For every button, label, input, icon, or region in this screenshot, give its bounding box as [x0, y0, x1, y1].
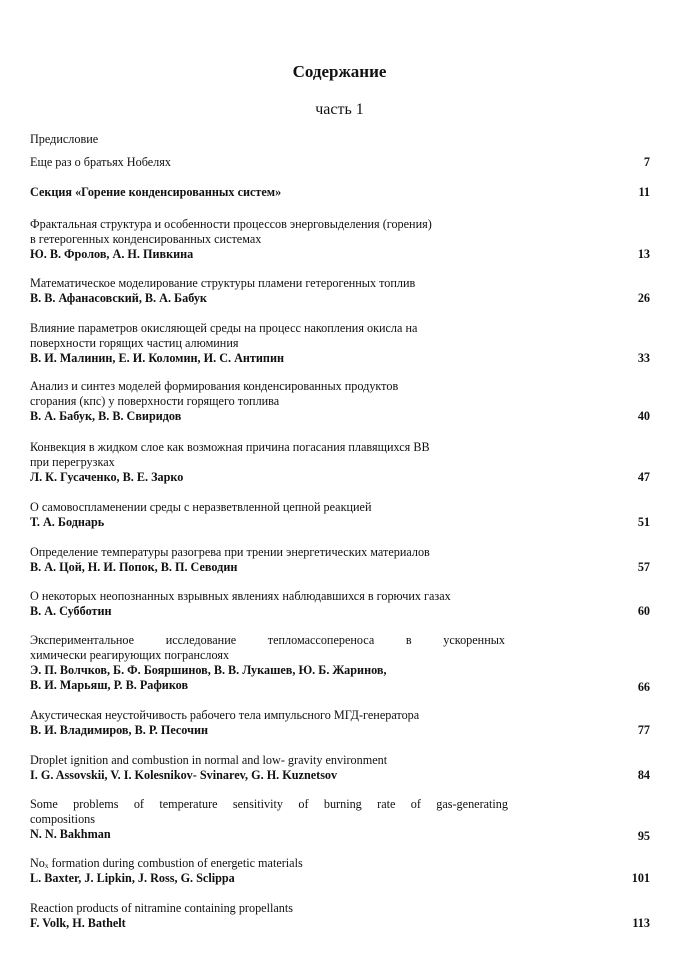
page-title: Содержание — [292, 62, 387, 81]
entry-title-line: Reaction products of nitramine containing propellants — [30, 901, 293, 915]
page-number: 33 — [637, 351, 650, 365]
toc-entry — [30, 633, 650, 693]
toc-section-entry — [30, 185, 650, 200]
entry-title-line: Some problems of temperature sensitivity of burning rate of gas-generating — [30, 797, 508, 811]
section-title: Секция «Горение конденсированных систем» — [30, 185, 282, 199]
preface-entry — [30, 132, 650, 147]
entry-title-line: Droplet ignition and combustion in normal and low- gravity environment — [30, 753, 388, 767]
entry-title-line: Фрактальная структура и особенности процессов энерговыделения (горения) — [30, 217, 432, 231]
page-number: 13 — [637, 247, 650, 261]
page-number: 113 — [632, 916, 650, 930]
page-number: 7 — [643, 155, 650, 169]
entry-authors: В. И. Малинин, Е. И. Коломин, И. С. Антипин — [30, 351, 284, 365]
toc-entry — [30, 797, 650, 842]
entry-authors: L. Baxter, J. Lipkin, J. Ross, G. Sclippa — [30, 871, 235, 885]
toc-entry — [30, 217, 650, 262]
entry-authors: В. А. Цой, Н. И. Попок, В. П. Севодин — [30, 560, 238, 574]
entry-title-line: в гетерогенных конденсированных системах — [30, 232, 262, 246]
page-number: 60 — [637, 604, 650, 618]
entry-title-line: compositions — [30, 812, 96, 826]
entry-authors: Э. П. Волчков, Б. Ф. Бояршинов, В. В. Лукашев, Ю. Б. Жаринов, — [30, 663, 387, 677]
entry-title-line: Экспериментальное исследование тепломассопереноса в ускоренных — [30, 633, 505, 647]
entry-title-line: сгорания (кпс) у поверхности горящего топлива — [30, 394, 280, 408]
entry-title-line: Noₓ formation during combustion of energetic materials — [30, 856, 303, 870]
toc-entry — [30, 321, 650, 366]
entry-authors: Ю. В. Фролов, А. Н. Пивкина — [30, 247, 194, 261]
page-number: 40 — [637, 409, 650, 423]
toc-entry — [30, 545, 650, 575]
entry-authors: F. Volk, H. Bathelt — [30, 916, 126, 930]
toc-entry — [30, 155, 650, 170]
entry-title-line: поверхности горящих частиц алюминия — [30, 336, 239, 350]
toc-entry — [30, 856, 650, 886]
entry-title-line: Анализ и синтез моделей формирования конденсированных продуктов — [30, 379, 399, 393]
part-label: часть 1 — [315, 101, 364, 118]
entry-authors-cont: В. И. Марьяш, Р. В. Рафиков — [30, 678, 189, 692]
toc-entry — [30, 589, 650, 619]
page-number: 11 — [638, 185, 650, 199]
toc-entry — [30, 440, 650, 485]
toc-entry — [30, 753, 650, 783]
entry-authors: Л. К. Гусаченко, В. Е. Зарко — [30, 470, 184, 484]
entry-authors: I. G. Assovskii, V. I. Kolesnikov- Svinarev, G. H. Kuznetsov — [30, 768, 338, 782]
entry-authors: В. И. Владимиров, В. Р. Песочин — [30, 723, 208, 737]
toc-entry — [30, 708, 650, 738]
toc-entry — [30, 379, 650, 424]
page-number: 95 — [637, 829, 650, 843]
entry-title: Еще раз о братьях Нобелях — [30, 155, 171, 169]
page-number: 57 — [637, 560, 650, 574]
toc-entry — [30, 276, 650, 306]
page-number: 47 — [637, 470, 650, 484]
entry-title-line: Конвекция в жидком слое как возможная причина погасания плавящихся ВВ — [30, 440, 430, 454]
entry-title-line: Определение температуры разогрева при трении энергетических материалов — [30, 545, 430, 559]
entry-title-line: Акустическая неустойчивость рабочего тела импульсного МГД-генератора — [30, 708, 420, 722]
entry-authors: N. N. Bakhman — [30, 827, 111, 841]
entry-title-line: О самовоспламенении среды с неразветвленной цепной реакцией — [30, 500, 372, 514]
entry-authors: В. А. Субботин — [30, 604, 112, 618]
entry-authors: Т. А. Боднарь — [30, 515, 105, 529]
page-number: 26 — [637, 291, 650, 305]
page-number: 84 — [637, 768, 650, 782]
entry-authors: В. В. Афанасовский, В. А. Бабук — [30, 291, 207, 305]
page-number: 51 — [637, 515, 650, 529]
entry-title-line: О некоторых неопознанных взрывных явлениях наблюдавшихся в горючих газах — [30, 589, 451, 603]
preface-label: Предисловие — [30, 132, 99, 146]
entry-title-line: Математическое моделирование структуры пламени гетерогенных топлив — [30, 276, 416, 290]
toc-entry — [30, 901, 650, 931]
page-number: 66 — [637, 680, 650, 694]
page-number: 77 — [637, 723, 650, 737]
page-number: 101 — [631, 871, 650, 885]
toc-entry — [30, 500, 650, 530]
entry-title-line: Влияние параметров окисляющей среды на процесс накопления окисла на — [30, 321, 418, 335]
entry-authors: В. А. Бабук, В. В. Свиридов — [30, 409, 182, 423]
entry-title-line: химически реагирующих погранслоях — [30, 648, 230, 662]
entry-title-line: при перегрузках — [30, 455, 115, 469]
